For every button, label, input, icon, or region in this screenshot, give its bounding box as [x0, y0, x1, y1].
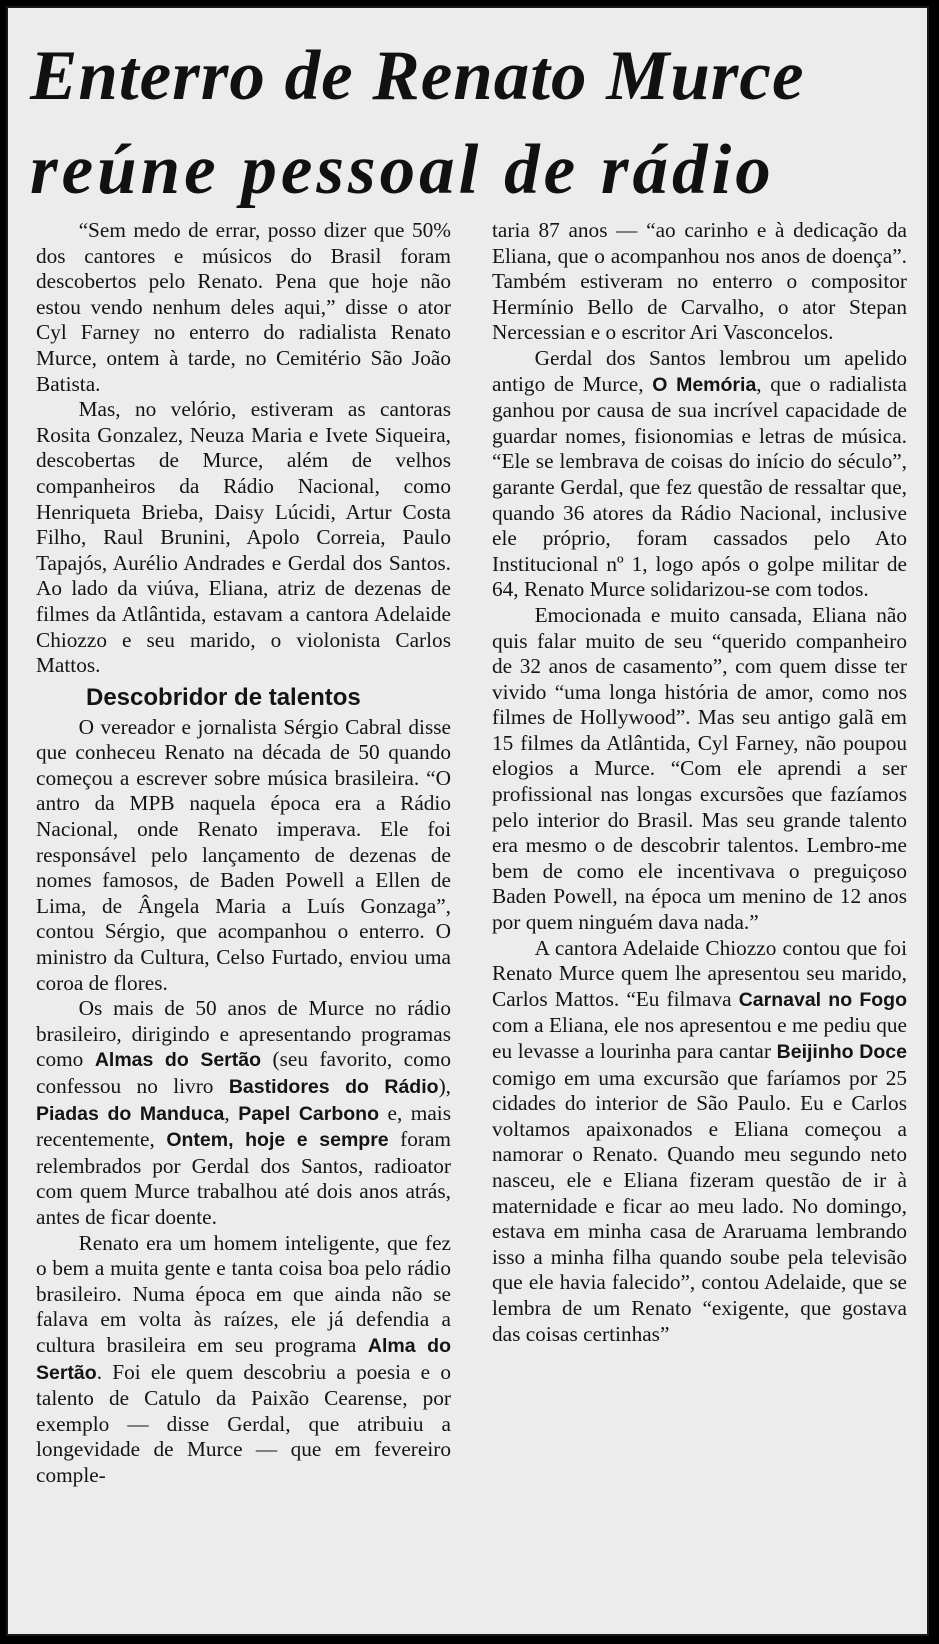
right-paragraph-2 — [492, 346, 907, 603]
song-title-bold: Beijinho Doce — [776, 1041, 907, 1063]
headline-line-2: reúne pessoal de rádio — [30, 131, 775, 209]
text-run: , que o radialista ganhou por causa de sua incrível capacidade de guardar nomes, fisionomias e letras de música. “Ele se lembrava de coisas do início do século”, garante Gerdal, que fez questão de ressaltar que, quando 36 atores da Rádio Nacional, inclusive ele próprio, foram cassados pelo Ato Institucional nº 1, logo após o golpe militar de 64, Renato Murce solidarizou-se com todos. — [492, 371, 908, 602]
text-run: Renato era um homem inteligente, que fez o bem a muita gente e tanta coisa boa pelo rádio brasileiro. Numa época em que ainda não se falava em volta às raízes, ele já defendia a cultura brasileira em seu programa — [36, 1230, 451, 1357]
right-paragraph-3: Emocionada e muito cansada, Eliana não quis falar muito de seu “querido companheiro de 32 anos de casamento”, com quem disse ter vivido “uma longa história de amor, como nos filmes de Hollywood”. Mas seu antigo galã em 15 filmes da Atlântida, Cyl Farney, não poupou elogios a Murce. “Com ele aprendi a ser profissional nas longas excursões que fazíamos pelo interior do Brasil. Mas seu grande talento era mesmo o de descobrir talentos. Lembro-me bem de como ele incentivava o preguiçoso Baden Powell, na época um menino de 12 anos por quem ninguém dava nada.” — [492, 602, 907, 935]
text-run: Gerdal dos Santos lembrou um apelido antigo de Murce, — [492, 345, 907, 396]
newspaper-clipping — [6, 6, 929, 1636]
text-run: e, mais recentemente, — [36, 1100, 451, 1152]
text-run: A cantora Adelaide Chiozzo contou que foi Renato Murce quem lhe apresentou seu marido, Carlos Mattos. “Eu filmava — [492, 935, 907, 1011]
subheading: Descobridor de talentos — [86, 683, 361, 711]
right-column — [492, 218, 907, 1347]
left-column — [36, 218, 451, 1489]
right-paragraph-1: taria 87 anos — “ao carinho e à dedicação da Eliana, que o acompanhou nos anos de doença”. Também estiveram no enterro o compositor Hermínio Bello de Carvalho, o ator Stepan Nercessian e o escritor Ari Vasconcelos. — [492, 218, 907, 345]
program-name-bold: Ontem, hoje e sempre — [166, 1129, 389, 1152]
program-name-bold: Piadas do Manduca — [36, 1102, 225, 1125]
program-name-bold: Almas do Sertão — [94, 1049, 262, 1072]
program-name-bold: Papel Carbono — [238, 1102, 379, 1125]
right-paragraph-4 — [492, 936, 907, 1348]
text-run: . Foi ele quem descobriu a poesia e o talento de Catulo da Paixão Cearense, por exemplo — disse Gerdal, que atribuiu a longevidade de Murce — que em fevereiro comple- — [36, 1359, 451, 1487]
left-paragraph-4 — [36, 996, 451, 1230]
headline-line-1: Enterro de Renato Murce — [30, 37, 805, 115]
left-paragraph-2: Mas, no velório, estiveram as cantoras Rosita Gonzalez, Neuza Maria e Ivete Siqueira, descobertas de Murce, além de velhos companheiros da Rádio Nacional, como Henriqueta Brieba, Daisy Lúcidi, Artur Costa Filho, Raul Brunini, Apolo Correia, Paulo Tapajós, Aurélio Andrades e Gerdal dos Santos. Ao lado da viúva, Eliana, atriz de dezenas de filmes da Atlântida, estavam a cantora Adelaide Chiozzo e seu marido, o violonista Carlos Mattos. — [36, 397, 451, 678]
book-title-bold: Bastidores do Rádio — [228, 1076, 439, 1098]
text-run: , — [224, 1100, 239, 1125]
text-run: com a Eliana, ele nos apresentou e me pediu que eu levasse a lourinha para cantar — [492, 1013, 907, 1063]
left-paragraph-1: “Sem medo de errar, posso dizer que 50% dos cantores e músicos do Brasil foram descobertos pelo Renato. Pena que hoje não estou vendo nenhum deles aqui,” disse o ator Cyl Farney no enterro do radialista Renato Murce, ontem à tarde, no Cemitério São João Batista. — [36, 218, 451, 396]
text-run: comigo em uma excursão que faríamos por 25 cidades do interior de São Paulo. Eu e Carlos voltamos apaixonados e Eliana começou a namorar o Renato. Quando meu segundo neto nasceu, ele e Eliana fizeram questão de ir à maternidade e ficar ao meu lado. No domingo, estava em minha casa de Araruama lembrando isso a minha filha quando soube pela televisão que ele havia falecido”, contou Adelaide, que se lembra de um Renato “exigente, que gostava das coisas certinhas” — [492, 1065, 907, 1346]
left-paragraph-3: O vereador e jornalista Sérgio Cabral disse que conheceu Renato na década de 50 quando começou a escrever sobre música brasileira. “O antro da MPB naquela época era a Rádio Nacional, onde Renato imperava. Ele foi responsável pelo lançamento de dezenas de nomes famosos, de Baden Powell a Ellen de Lima, de Ângela Maria a Luís Gonzaga”, contou Sérgio, que acompanhou o enterro. O ministro da Cultura, Celso Furtado, enviou uma coroa de flores. — [36, 714, 451, 995]
text-run: ), — [438, 1074, 451, 1098]
film-title-bold: Carnaval no Fogo — [738, 988, 907, 1011]
left-paragraph-5 — [36, 1231, 451, 1489]
text-run: Os mais de 50 anos de Murce no rádio brasileiro, dirigindo e apresentando programas como — [36, 996, 451, 1072]
text-run: foram relembrados por Gerdal dos Santos, radioator com quem Murce trabalhou até dois anos atrás, antes de ficar doente. — [36, 1127, 451, 1229]
text-run: (seu favorito, como confessou no livro — [36, 1047, 452, 1098]
nickname-bold: O Memória — [652, 373, 757, 396]
program-name-bold: Alma do Sertão — [36, 1334, 451, 1384]
